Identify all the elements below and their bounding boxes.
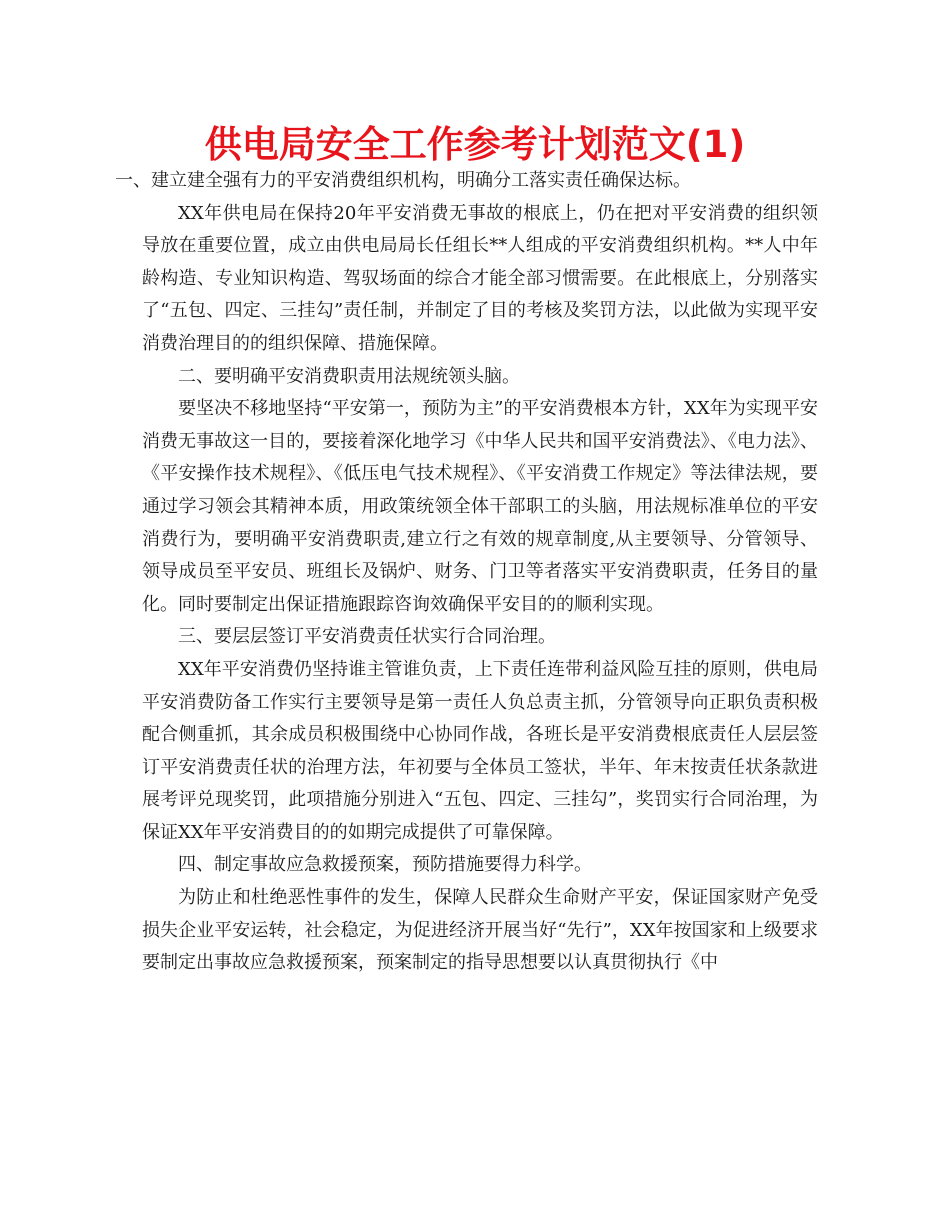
paragraph-1: XX年供电局在保持20年平安消费无事故的根底上，仍在把对平安消费的组织领导放在重要位置，成立由供电局局长任组长**人组成的平安消费组织机构。**人中年龄构造、专业知识构造、驾驭场面的综合才能全部习惯需要。在此根底上，分别落实了“五包、四定、三挂勾”责任制，并制定了目的考核及奖罚方法，以此做为实现平安消费治理目的的组织保障、措施保障。 [142, 202, 818, 354]
paragraph-3: XX年平安消费仍坚持谁主管谁负责，上下责任连带利益风险互挂的原则，供电局平安消费防备工作实行主要领导是第一责任人负总责主抓，分管领导向正职负责积极配合侧重抓，其余成员积极围绕中心协同作战，各班长是平安消费根底责任人层层签订平安消费责任状的治理方法，年初要与全体员工签状，半年、年末按责任状条款进展考评兑现奖罚，此项措施分别进入“五包、四定、三挂勾”，奖罚实行合同治理，为保证XX年平安消费目的的如期完成提供了可靠保障。 [142, 658, 818, 843]
paragraph-4: 为防止和杜绝恶性事件的发生，保障人民群众生命财产平安，保证国家财产免受损失企业平安运转，社会稳定，为促进经济开展当好“先行”，XX年按国家和上级要求要制定出事故应急救援预案，预案制定的指导思想要以认真贯彻执行《中 [142, 887, 818, 974]
heading-4: 四、制定事故应急救援预案，预防措施要得力科学。 [178, 854, 592, 876]
document-body [115, 165, 818, 980]
document-title: 供电局安全工作参考计划范文(1) [204, 123, 746, 166]
paragraph-2: 要坚决不移地坚持“平安第一，预防为主”的平安消费根本方针，XX年为实现平安消费无事故这一目的，要接着深化地学习《中华人民共和国平安消费法》、《电力法》、《平安操作技术规程》、《低压电气技术规程》、《平安消费工作规定》等法律法规，要通过学习领会其精神本质，用政策统领全体干部职工的头脑，用法规标准单位的平安消费行为，要明确平安消费职责,建立行之有效的规章制度,从主要领导、分管领导、领导成员至平安员、班组长及锅炉、财务、门卫等者落实平安消费职责，任务目的量化。同时要制定出保证措施跟踪咨询效确保平安目的的顺利实现。 [142, 398, 818, 615]
heading-2: 二、要明确平安消费职责用法规统领头脑。 [178, 365, 520, 387]
heading-1: 一、建立建全强有力的平安消费组织机构，明确分工落实责任确保达标。 [115, 170, 691, 191]
heading-3: 三、要层层签订平安消费责任状实行合同治理。 [178, 626, 556, 648]
